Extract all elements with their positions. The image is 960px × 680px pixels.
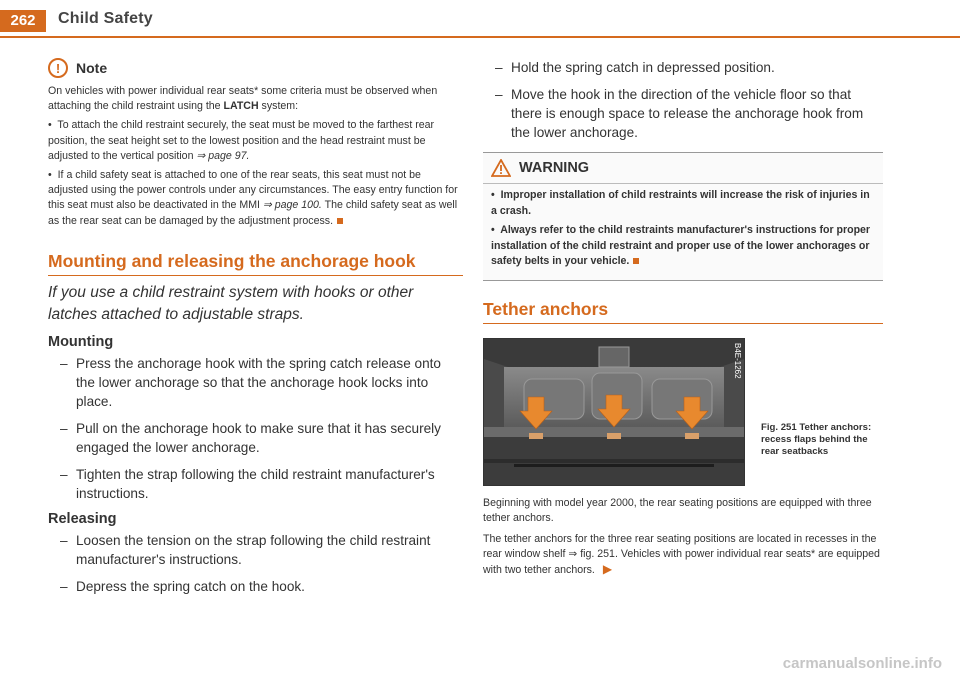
note-intro (48, 84, 463, 114)
rear-shelf-illustration (484, 339, 744, 485)
note-intro-text: On vehicles with power individual rear seats* some criteria must be observed when attaching the child restraint using the (48, 85, 438, 113)
figure-code: B4E-1262 (733, 342, 742, 379)
note-bullet-2-text: If a child safety seat is attached to one of the rear seats, this seat must not be adjusted using the power controls under any circumstances. The easy entry function for this seat must also be deactivated in the MMI (48, 169, 458, 212)
figure-caption: Fig. 251 Tether anchors: recess flaps behind the rear seatbacks (761, 421, 872, 457)
note-bullet-1-text: To attach the child restraint securely, the seat must be moved to the farthest rear position, the seat height set to the lowest position and the head restraint must be adjusted to the vertical position (48, 119, 435, 162)
note-bullet-2-tail: The child safety seat as well as the rear seat can be damaged by the adjustment process. (48, 199, 458, 227)
tether-heading: Tether anchors (483, 299, 883, 324)
note-bullet-1: • To attach the child restraint securely, the seat must be moved to the farthest rear position, the seat height set to the lowest position and the head restraint must be adjusted to the vertical position ⇒ page 97. (48, 119, 435, 162)
tether-anchors-photo (483, 338, 745, 486)
page-ref-100[interactable]: ⇒ page 100. (262, 199, 322, 212)
releasing-step: – Move the hook in the direction of the vehicle floor so that there is enough space to release the anchorage hook from the lower anchorage. (495, 87, 864, 140)
note-bullet-2: • If a child safety seat is attached to one of the rear seats, this seat must not be adjusted using the power controls under any circumstances. The easy entry function for this seat must also be deactivated in the MMI ⇒ page 100. The child safety seat as well as the rear seat can be damaged by the adjustment process. (48, 169, 458, 227)
section-title: Child Safety (58, 10, 153, 27)
releasing-step: – Hold the spring catch in depressed position. (495, 60, 775, 75)
page-ref-97[interactable]: ⇒ page 97. (196, 149, 250, 162)
figure-251 (483, 338, 883, 486)
left-column (48, 58, 463, 604)
warning-line-1: • Improper installation of child restraints will increase the risk of injuries in a crash. (491, 189, 870, 217)
note-header (48, 58, 463, 78)
exclamation-icon: ! (48, 58, 68, 78)
right-column (483, 58, 883, 578)
mounting-step: – Tighten the strap following the child restraint manufacturer's instructions. (60, 466, 435, 501)
warning-box (483, 152, 883, 281)
end-mark (633, 258, 639, 264)
mounting-step-text: Press the anchorage hook with the spring catch release onto the lower anchorage so that the anchorage hook locks into place. (76, 355, 441, 409)
mounting-step-text: Tighten the strap following the child restraint manufacturer's instructions. (76, 466, 435, 501)
releasing-subheading: Releasing (48, 510, 117, 527)
releasing-step: – Depress the spring catch on the hook. (60, 578, 305, 594)
releasing-step-text: Loosen the tension on the strap following the child restraint manufacturer's instructions. (76, 532, 431, 567)
mounting-step-text: Pull on the anchorage hook to make sure that it has securely engaged the lower anchorage. (76, 420, 441, 455)
tether-paragraph-2-text: The tether anchors for the three rear seating positions are located in recesses in the rear window shelf ⇒ fig. 251. Vehicles with power individual rear seats* are equipped with two tether anchors. (483, 532, 880, 576)
tether-paragraph-1: Beginning with model year 2000, the rear seating positions are equipped with three tether anchors. (483, 496, 872, 524)
tether-paragraph-2 (483, 532, 883, 578)
releasing-step-text: Depress the spring catch on the hook. (76, 578, 305, 594)
warning-triangle-icon (491, 159, 511, 177)
warning-line-1-text: Improper installation of child restraints will increase the risk of injuries in a crash. (491, 189, 870, 217)
watermark: carmanualsonline.info (782, 655, 942, 672)
warning-header (483, 153, 883, 184)
end-mark (337, 218, 343, 224)
note-title: Note (76, 60, 108, 76)
releasing-step-text: Move the hook in the direction of the vehicle floor so that there is enough space to release the anchorage hook from the lower anchorage. (511, 87, 864, 140)
header-rule (0, 36, 960, 38)
page-number: 262 (10, 12, 36, 29)
note-intro-latch: LATCH (223, 100, 259, 113)
releasing-step: – Loosen the tension on the strap following the child restraint manufacturer's instructions. (60, 532, 431, 567)
warning-title: WARNING (519, 160, 590, 176)
warning-line-2-text: Always refer to the child restraints manufacturer's instructions for proper installation of the child restraint and proper use of the lower anchorages or safety belts in your vehicle. (491, 224, 871, 267)
continue-arrow-icon: ▶ (602, 561, 613, 576)
warning-body (483, 184, 883, 280)
mounting-subheading: Mounting (48, 333, 114, 350)
note-intro-tail: system: (258, 100, 299, 113)
mounting-step: – Pull on the anchorage hook to make sure that it has securely engaged the lower anchorage. (60, 420, 441, 455)
mounting-intro: If you use a child restraint system with hooks or other latches attached to adjustable straps. (48, 283, 414, 323)
warning-line-2: • Always refer to the child restraints manufacturer's instructions for proper installation of the child restraint and proper use of the lower anchorages or safety belts in your vehicle. (491, 224, 871, 267)
mounting-heading: Mounting and releasing the anchorage hook (48, 251, 463, 276)
mounting-step: – Press the anchorage hook with the spring catch release onto the lower anchorage so that the anchorage hook locks into place. (60, 355, 441, 409)
releasing-step-text: Hold the spring catch in depressed position. (511, 60, 775, 75)
